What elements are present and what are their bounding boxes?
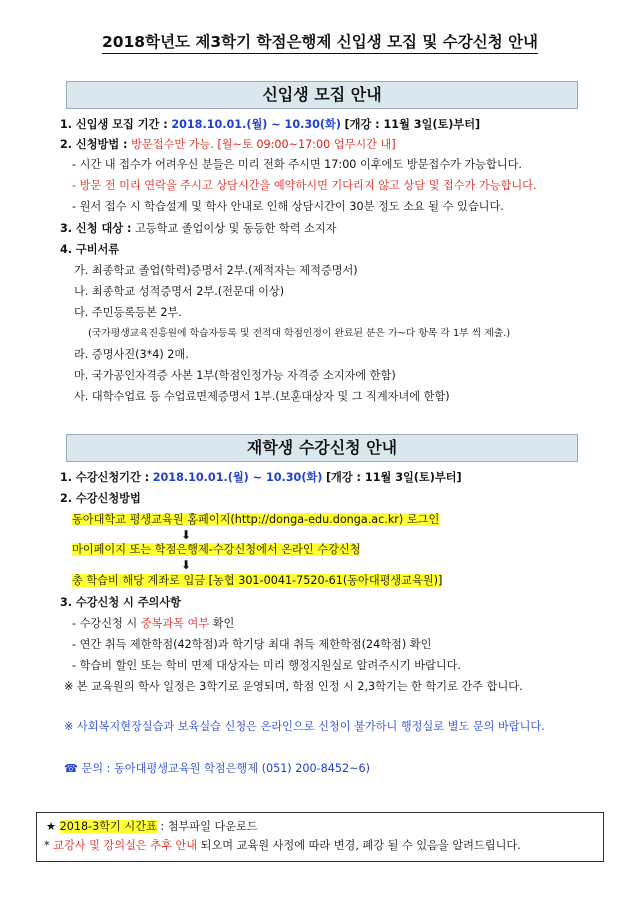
apply-note-3: - 원서 접수 시 학습설계 및 학사 안내로 인해 상담시간이 30분 정도 소요 될 수 있습니다. xyxy=(72,200,504,213)
doc-note: (국가평생교육진흥원에 학습자등록 및 전적대 학점인정이 완료된 분은 가~다 항목 각 1부 씩 제출.) xyxy=(88,328,511,339)
practicum-note: ※ 사회복지현장실습과 보육실습 신청은 온라인으로 신청이 불가하니 행정실로 별도 문의 바랍니다. xyxy=(64,720,545,733)
section-heading-recruitment: 신입생 모집 안내 xyxy=(66,81,578,109)
arrow-down-icon: ⬇ xyxy=(181,528,192,542)
page-title: 2018학년도 제3학기 학점은행제 신입생 모집 및 수강신청 안내 xyxy=(0,30,640,52)
enroll-step-1: 동아대학교 평생교육원 홈페이지(http://donga-edu.donga.ac.kr) 로그인 xyxy=(72,513,440,526)
section-heading-enrollment: 재학생 수강신청 안내 xyxy=(66,434,578,462)
doc-item: 마. 국가공인자격증 사본 1부(학점인정가능 자격증 소지자에 한함) xyxy=(74,369,396,382)
enroll-step-3: 총 학습비 해당 계좌로 입금 [농협 301-0041-7520-61(동아대평생교육원)] xyxy=(72,574,443,587)
enroll-method-heading: 2. 수강신청방법 xyxy=(60,492,141,505)
apply-note-1: - 시간 내 접수가 어려우신 분들은 미리 전화 주시면 17:00 이후에도 방문접수가 가능합니다. xyxy=(72,158,522,171)
timetable-line: ★ 2018-3학기 시간표 : 첨부파일 다운로드 xyxy=(46,820,258,833)
required-docs-heading: 4. 구비서류 xyxy=(60,243,120,256)
instructor-notice: * 교강사 및 강의실은 추후 안내 되오며 교육원 사정에 따라 변경, 폐강 될 수 있음을 알려드립니다. xyxy=(44,839,521,852)
cautions-heading: 3. 수강신청 시 주의사항 xyxy=(60,596,181,609)
timetable-attachment[interactable]: 2018-3학기 시간표 xyxy=(59,820,157,833)
apply-method: 2. 신청방법 : 방문접수만 가능. [월~토 09:00~17:00 업무시간 내] xyxy=(60,138,396,151)
apply-note-2: - 방문 전 미리 연락을 주시고 상담시간을 예약하시면 기다리지 않고 상담 및 접수가 가능합니다. xyxy=(72,179,537,192)
doc-item: 나. 최종학교 성적증명서 2부.(전문대 이상) xyxy=(74,285,285,298)
schedule-note: ※ 본 교육원의 학사 일정은 3학기로 운영되며, 학점 인정 시 2,3학기는 한 학기로 간주 합니다. xyxy=(64,680,523,693)
arrow-down-icon: ⬇ xyxy=(181,558,192,572)
caution-3: - 학습비 할인 또는 학비 면제 대상자는 미리 행정지원실로 알려주시기 바랍니다. xyxy=(72,659,461,672)
caution-2: - 연간 취득 제한학점(42학점)과 학기당 최대 취득 제한학점(24학점) 확인 xyxy=(72,638,432,651)
enroll-step-2: 마이페이지 또는 학점은행제-수강신청에서 온라인 수강신청 xyxy=(72,543,361,556)
eligibility: 3. 신청 대상 : 고등학교 졸업이상 및 동등한 학력 소지자 xyxy=(60,222,337,235)
doc-item: 사. 대학수업료 등 수업료면제증명서 1부.(보훈대상자 및 그 직계자녀에 한함) xyxy=(74,390,450,403)
doc-item: 라. 증명사진(3*4) 2매. xyxy=(74,348,189,361)
doc-item: 다. 주민등록등본 2부. xyxy=(74,306,182,319)
star-icon: ★ xyxy=(46,820,57,833)
enroll-period: 1. 수강신청기간 : 2018.10.01.(월) ~ 10.30(화) [개강 : 11월 3일(토)부터] xyxy=(60,471,462,484)
recruit-period: 1. 신입생 모집 기간 : 2018.10.01.(월) ~ 10.30(화) [개강 : 11월 3일(토)부터] xyxy=(60,118,481,131)
caution-1: - 수강신청 시 중복과목 여부 확인 xyxy=(72,617,235,630)
contact-info: ☎ 문의 : 동아대평생교육원 학점은행제 (051) 200-8452~6) xyxy=(64,762,370,775)
doc-item: 가. 최종학교 졸업(학력)증명서 2부.(제적자는 제적증명서) xyxy=(74,264,358,277)
